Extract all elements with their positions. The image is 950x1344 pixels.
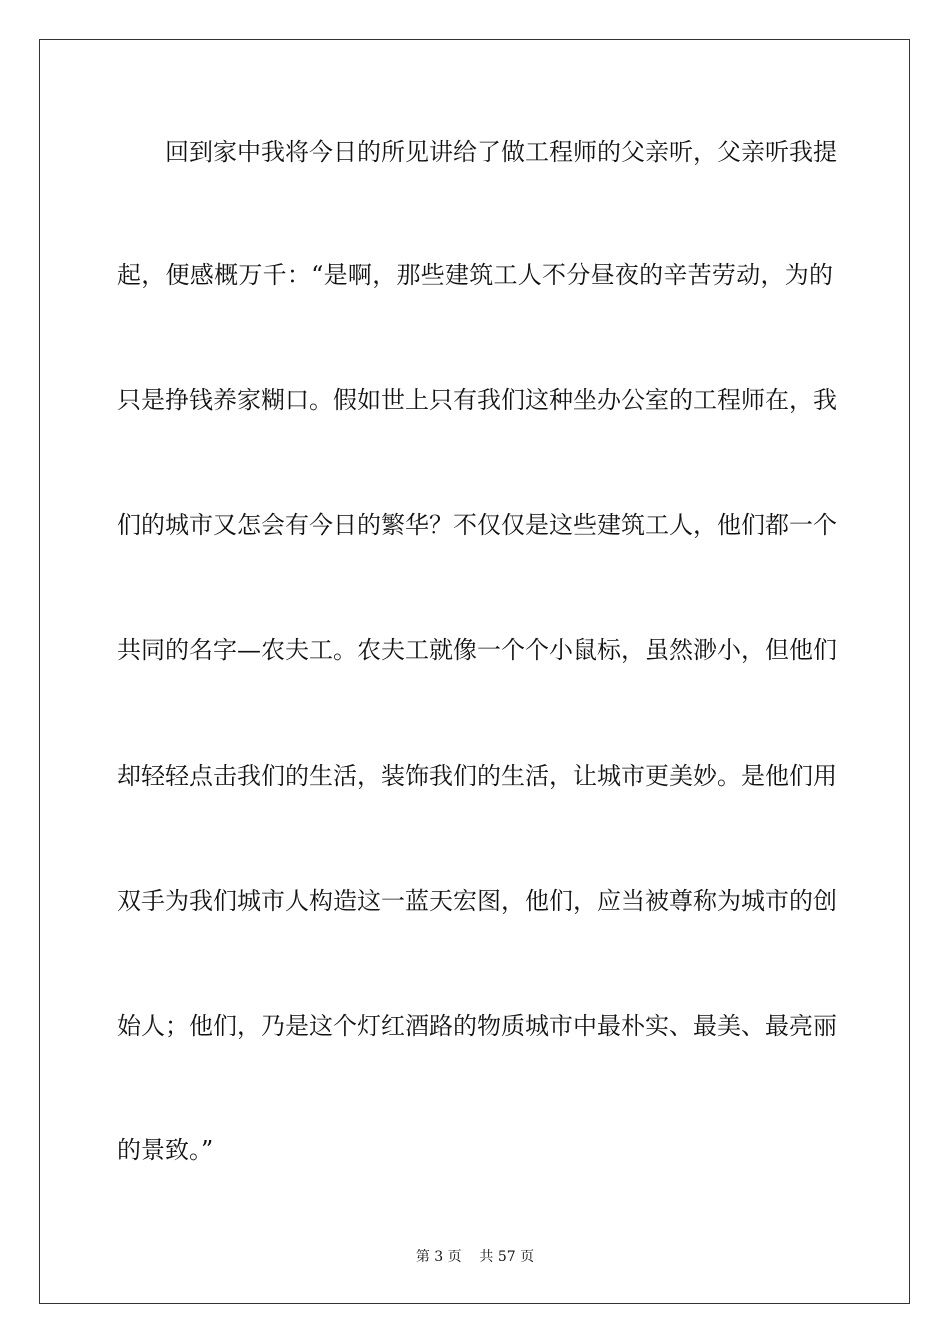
paragraph-line: 们的城市又怎会有今日的繁华？不仅仅是这些建筑工人，他们都一个	[117, 511, 837, 539]
paragraph-line: 始人；他们，乃是这个灯红酒路的物质城市中最朴实、最美、最亮丽	[117, 1012, 837, 1040]
paragraph-line: 的景致。”	[117, 1136, 214, 1164]
paragraph-line: 共同的名字—农夫工。农夫工就像一个个小鼠标，虽然渺小，但他们	[117, 636, 837, 664]
paragraph-line: 只是挣钱养家糊口。假如世上只有我们这种坐办公室的工程师在，我	[117, 386, 837, 414]
paragraph-line: 却轻轻点击我们的生活，装饰我们的生活，让城市更美妙。是他们用	[117, 762, 837, 790]
page-border	[39, 39, 910, 1304]
paragraph-line: 双手为我们城市人构造这一蓝天宏图，他们，应当被尊称为城市的创	[117, 887, 837, 915]
page-number-footer: 第 3 页 共 57 页	[415, 1249, 535, 1265]
paragraph-line: 回到家中我将今日的所见讲给了做工程师的父亲听，父亲听我提	[165, 138, 837, 166]
paragraph-line: 起，便感概万千：“是啊，那些建筑工人不分昼夜的辛苦劳动，为的	[117, 261, 833, 289]
